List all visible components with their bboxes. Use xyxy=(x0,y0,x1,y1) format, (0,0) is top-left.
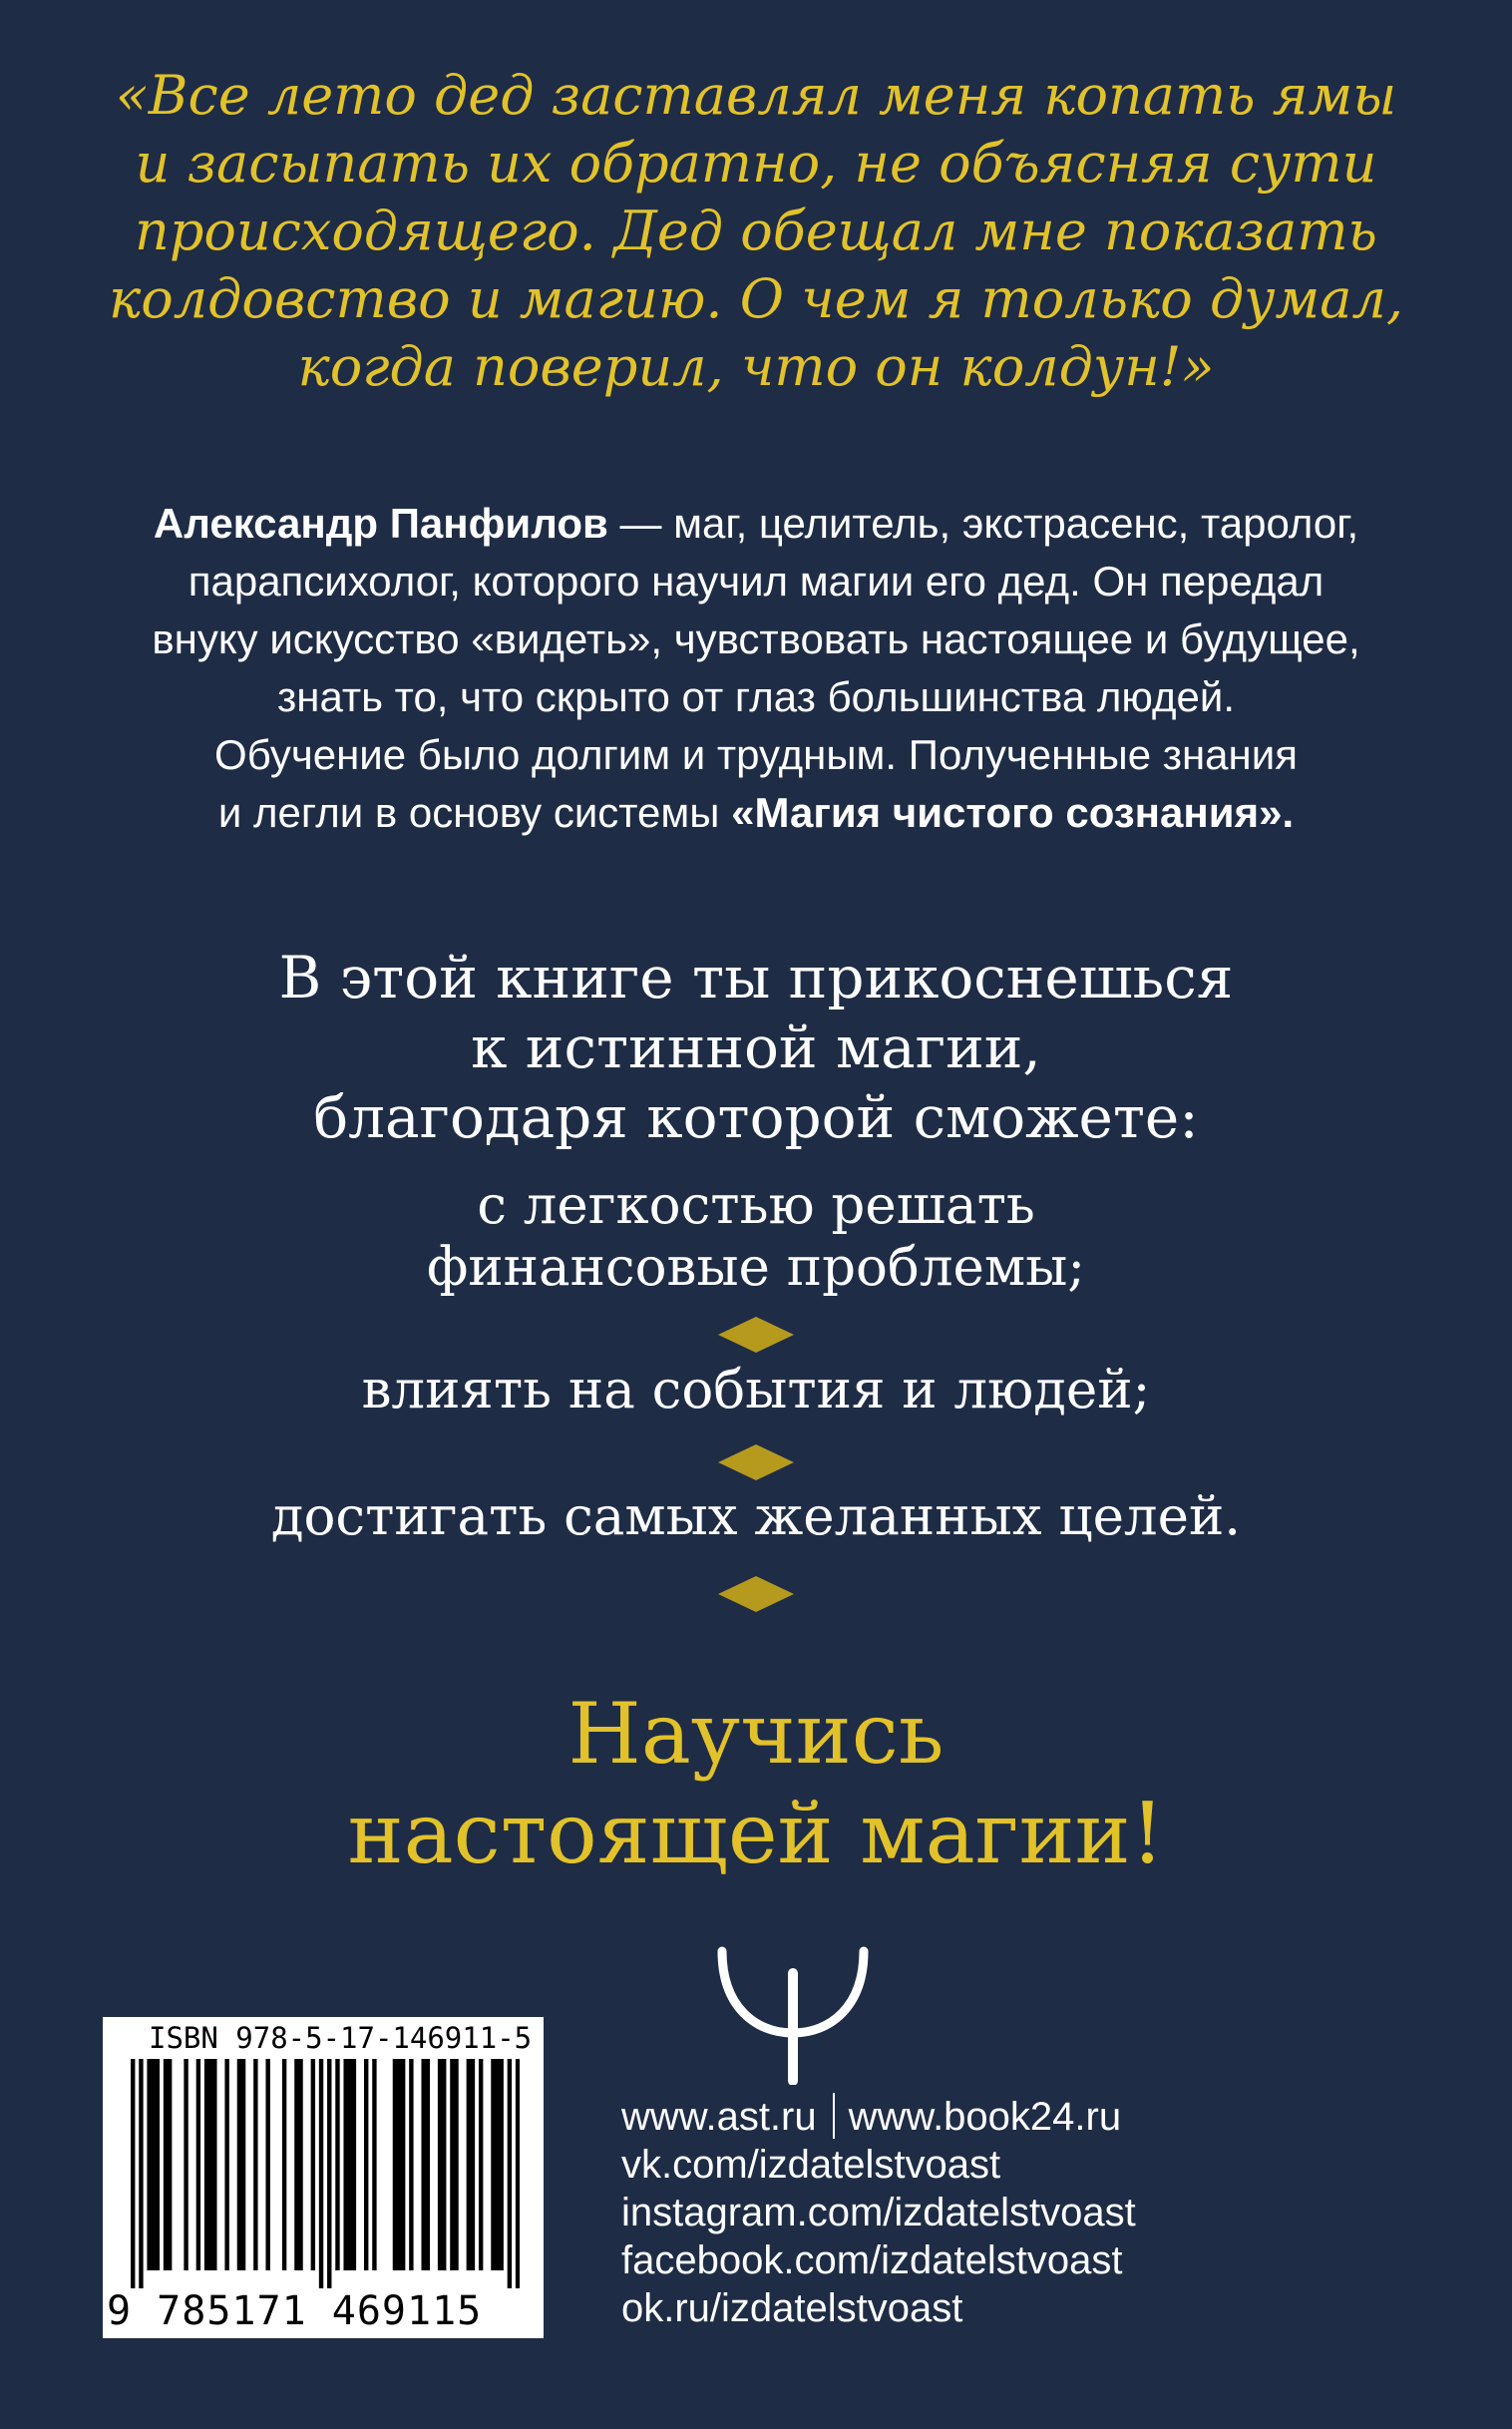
barcode-bar xyxy=(265,2059,269,2270)
barcode-bar xyxy=(311,2059,315,2270)
barcode-bar xyxy=(401,2059,405,2270)
barcode-bar xyxy=(152,2059,156,2270)
barcode-bar xyxy=(348,2059,352,2270)
barcode-bar xyxy=(397,2059,401,2270)
barcode-bar xyxy=(237,2059,241,2270)
book-headline xyxy=(40,943,1472,1152)
author-bio xyxy=(40,495,1472,842)
barcode-bar xyxy=(327,2059,331,2288)
psi-logo-icon xyxy=(716,1945,870,2085)
barcode-bar xyxy=(426,2059,430,2270)
publisher-links xyxy=(621,2093,1136,2332)
barcode-bar xyxy=(224,2059,228,2270)
barcode-bar xyxy=(319,2059,323,2288)
barcode-bar xyxy=(516,2059,520,2288)
barcode-bar xyxy=(499,2059,503,2270)
barcode-bar xyxy=(364,2059,368,2270)
barcode-bar xyxy=(467,2059,471,2270)
link-facebook[interactable]: facebook.com/izdatelstvoast xyxy=(621,2238,1123,2282)
barcode-bar xyxy=(212,2059,216,2270)
bio-text: и легли в основу системы xyxy=(217,789,732,836)
benefit-line: достигать самых желанных целей. xyxy=(270,1486,1242,1547)
link-ast[interactable]: www.ast.ru xyxy=(621,2095,817,2139)
benefit-item xyxy=(40,1175,1472,1299)
bio-line: Обучение было долгим и трудным. Полученные знания xyxy=(214,731,1298,778)
links-row-websites xyxy=(621,2093,1136,2141)
benefit-line: финансовые проблемы; xyxy=(426,1237,1086,1298)
barcode-bar xyxy=(139,2059,143,2288)
ean-digits: 9 785171 469115 xyxy=(107,2288,483,2334)
link-book24[interactable]: www.book24.ru xyxy=(848,2095,1122,2139)
barcode-bar xyxy=(352,2059,356,2270)
benefit-line: влиять на события и людей; xyxy=(361,1360,1151,1420)
author-name: Александр Панфилов xyxy=(153,500,608,547)
quote-block xyxy=(40,62,1472,401)
barcode-bar xyxy=(335,2059,339,2270)
barcode-bar xyxy=(479,2059,483,2270)
barcode-bar xyxy=(204,2059,208,2270)
barcode-bar xyxy=(184,2059,188,2270)
barcode-bar xyxy=(454,2059,458,2270)
barcode-bar xyxy=(282,2059,286,2270)
headline-line: В этой книге ты прикоснешься xyxy=(278,944,1234,1012)
barcode-bar xyxy=(393,2059,397,2270)
barcode-bar xyxy=(508,2059,512,2288)
cta-line: Научись xyxy=(567,1685,945,1783)
barcode-bar xyxy=(471,2059,475,2270)
barcode-bar xyxy=(372,2059,376,2270)
benefit-line: с легкостью решать xyxy=(477,1175,1035,1236)
call-to-action xyxy=(40,1684,1472,1883)
bio-text: — маг, целитель, экстрасенс, таролог, xyxy=(607,500,1359,547)
benefit-item xyxy=(40,1486,1472,1548)
bio-line: знать то, что скрыто от глаз большинства людей. xyxy=(277,673,1235,720)
quote-line: колдовство и магию. О чем я только думал, xyxy=(108,267,1404,330)
diamond-ornament-icon xyxy=(0,1315,1512,1355)
system-name: «Магия чистого сознания». xyxy=(731,789,1295,836)
cta-line: настоящей магии! xyxy=(347,1785,1165,1882)
barcode-bar xyxy=(343,2059,347,2270)
quote-line: когда поверил, что он колдун!» xyxy=(297,335,1215,398)
link-separator xyxy=(833,2093,835,2139)
link-instagram[interactable]: instagram.com/izdatelstvoast xyxy=(621,2191,1136,2234)
barcode-bar xyxy=(450,2059,454,2270)
isbn-label: ISBN 978-5-17-146911-5 xyxy=(149,2021,533,2055)
barcode xyxy=(103,2017,544,2338)
link-vk[interactable]: vk.com/izdatelstvoast xyxy=(621,2143,1001,2187)
bio-line: парапсихолог, которого научил магии его дед. Он передал xyxy=(188,558,1324,605)
barcode-bar xyxy=(147,2059,151,2270)
barcode-bar xyxy=(298,2059,302,2270)
barcode-bar xyxy=(241,2059,245,2270)
bio-line: внуку искусство «видеть», чувствовать настоящее и будущее, xyxy=(152,615,1360,662)
barcode-bar xyxy=(421,2059,425,2270)
barcode-bar xyxy=(294,2059,298,2270)
barcode-bar xyxy=(442,2059,446,2270)
quote-line: и засыпать их обратно, не объясняя сути xyxy=(135,132,1377,195)
barcode-bar xyxy=(164,2059,168,2270)
link-ok[interactable]: ok.ru/izdatelstvoast xyxy=(621,2286,963,2330)
headline-line: благодаря которой сможете: xyxy=(313,1083,1199,1151)
bio-line xyxy=(40,784,1472,842)
barcode-bar xyxy=(208,2059,212,2270)
barcode-bar xyxy=(438,2059,442,2270)
quote-line: происходящего. Дед обещал мне показать xyxy=(135,200,1377,262)
barcode-bars xyxy=(131,2059,520,2288)
headline-line: к истинной магии, xyxy=(471,1013,1041,1081)
quote-line: «Все лето дед заставлял меня копать ямы xyxy=(115,64,1397,127)
barcode-bar xyxy=(409,2059,413,2270)
barcode-bar xyxy=(495,2059,499,2270)
barcode-bar xyxy=(196,2059,200,2270)
barcode-bar xyxy=(491,2059,495,2270)
bio-line xyxy=(40,495,1472,553)
benefit-item xyxy=(40,1360,1472,1421)
barcode-bar xyxy=(168,2059,172,2270)
barcode-bar xyxy=(131,2059,135,2288)
diamond-ornament-icon xyxy=(0,1574,1512,1614)
barcode-bar xyxy=(253,2059,257,2270)
diamond-ornament-icon xyxy=(0,1442,1512,1482)
barcode-bar xyxy=(156,2059,160,2270)
